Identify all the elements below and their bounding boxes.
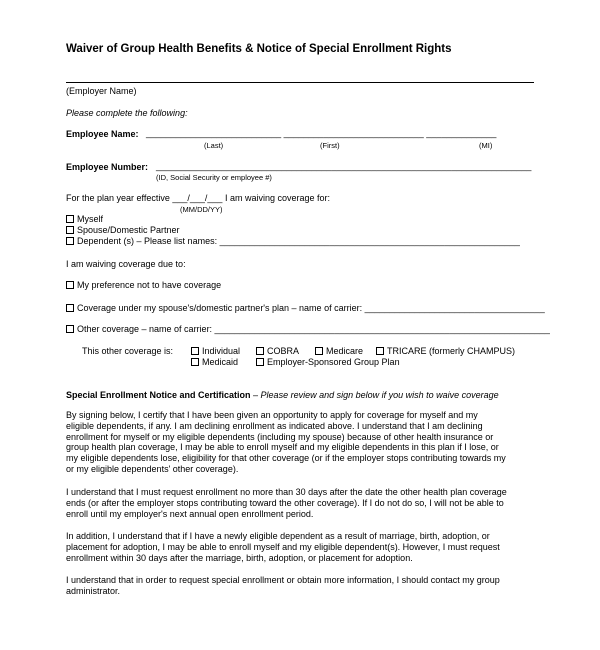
medicare-label: Medicare: [326, 346, 364, 356]
last-name-caption: (Last): [204, 141, 224, 150]
first-name-caption: (First): [320, 141, 340, 150]
dependents-label: Dependent (s) – Please list names: ____________________________________________________________: [77, 236, 520, 246]
spouse-checkbox[interactable]: [66, 226, 74, 234]
reason-preference-option[interactable]: [66, 280, 221, 290]
middle-initial-caption: (MI): [479, 141, 493, 150]
employee-number-caption: (ID, Social Security or employee #): [156, 173, 272, 182]
medicare-checkbox[interactable]: [315, 347, 323, 355]
waiving-due-to-label: I am waiving coverage due to:: [66, 259, 186, 269]
certification-paragraph: By signing below, I certify that I have been given an opportunity to apply for coverage for myself and my eligible dependents, if any. I am declining enrollment as indicated above. I understand that I am declining enrollment for myself or my eligible dependents (including my spouse) because of other health insurance or group health plan coverage, I may be able to enroll myself and my eligible dependents in this plan if I lose, or my eligible dependents lose, eligibility for that other coverage (or if the employer stops contributing towards my or my eligible dependents' other coverage).: [66, 410, 506, 474]
spouse-plan-checkbox[interactable]: [66, 304, 74, 312]
reason-spouse-plan-option[interactable]: [66, 303, 545, 313]
contact-administrator-paragraph: I understand that in order to request special enrollment or obtain more information, I should contact my group administrator.: [66, 575, 500, 596]
document-title: Waiver of Group Health Benefits & Notice of Special Enrollment Rights: [66, 43, 452, 55]
option-employer-group-plan[interactable]: [256, 357, 400, 367]
other-coverage-checkbox[interactable]: [66, 325, 74, 333]
cobra-label: COBRA: [267, 346, 300, 356]
employee-number-field[interactable]: ___________________________________________________________________________: [156, 161, 532, 171]
employer-name-line[interactable]: [66, 82, 534, 83]
employee-number-label: Employee Number:: [66, 162, 149, 172]
special-enrollment-note: – Please review and sign below if you wish to waive coverage: [250, 390, 499, 400]
individual-label: Individual: [202, 346, 241, 356]
tricare-checkbox[interactable]: [376, 347, 384, 355]
option-tricare[interactable]: [376, 346, 515, 356]
myself-label: Myself: [77, 214, 104, 224]
spouse-label: Spouse/Domestic Partner: [77, 225, 180, 235]
employer-name-label: (Employer Name): [66, 86, 137, 96]
enrollment-deadline-paragraph: I understand that I must request enrollment no more than 30 days after the date the other health plan coverage ends (or after the employer stops contributing toward the other coverage). If I do not do so, I will not be able to enroll until my employer's next annual open enrollment period.: [66, 487, 507, 519]
preference-label: My preference not to have coverage: [77, 280, 222, 290]
cobra-checkbox[interactable]: [256, 347, 264, 355]
date-format-caption: (MM/DD/YY): [180, 205, 223, 214]
employer-group-plan-label: Employer-Sponsored Group Plan: [267, 357, 400, 367]
plan-year-text: For the plan year effective ___/___/___ I am waiving coverage for:: [66, 193, 330, 203]
option-individual[interactable]: [191, 346, 240, 356]
medicaid-label: Medicaid: [202, 357, 239, 367]
option-medicare[interactable]: [315, 346, 363, 356]
option-cobra[interactable]: [256, 346, 299, 356]
new-dependent-paragraph: In addition, I understand that if I have a newly eligible dependent as a result of marriage, birth, adoption, or placement for adoption, I may be able to enroll myself and my eligible dependent(s). However, I must request enrollment within 30 days after the marriage, birth, adoption, or placement for adoption.: [66, 531, 500, 563]
employer-group-plan-checkbox[interactable]: [256, 358, 264, 366]
coverage-dependents-option[interactable]: [66, 236, 520, 246]
spouse-plan-label: Coverage under my spouse's/domestic partner's plan – name of carrier: ____________________________________: [77, 303, 545, 313]
employee-name-field[interactable]: ___________________________ ____________________________ ______________: [146, 128, 497, 138]
tricare-label: TRICARE (formerly CHAMPUS): [387, 346, 516, 356]
special-enrollment-heading: [66, 390, 499, 400]
coverage-spouse-option[interactable]: [66, 225, 180, 235]
other-coverage-label: Other coverage – name of carrier: ___________________________________________________________________: [77, 324, 550, 334]
employee-name-label: Employee Name:: [66, 129, 139, 139]
reason-other-coverage-option[interactable]: [66, 324, 550, 334]
option-medicaid[interactable]: [191, 357, 238, 367]
coverage-myself-option[interactable]: [66, 214, 103, 224]
other-coverage-type-label: This other coverage is:: [82, 346, 174, 356]
dependents-checkbox[interactable]: [66, 237, 74, 245]
individual-checkbox[interactable]: [191, 347, 199, 355]
medicaid-checkbox[interactable]: [191, 358, 199, 366]
special-enrollment-title: Special Enrollment Notice and Certification: [66, 390, 251, 400]
instruction-text: Please complete the following:: [66, 108, 188, 118]
preference-checkbox[interactable]: [66, 281, 74, 289]
myself-checkbox[interactable]: [66, 215, 74, 223]
